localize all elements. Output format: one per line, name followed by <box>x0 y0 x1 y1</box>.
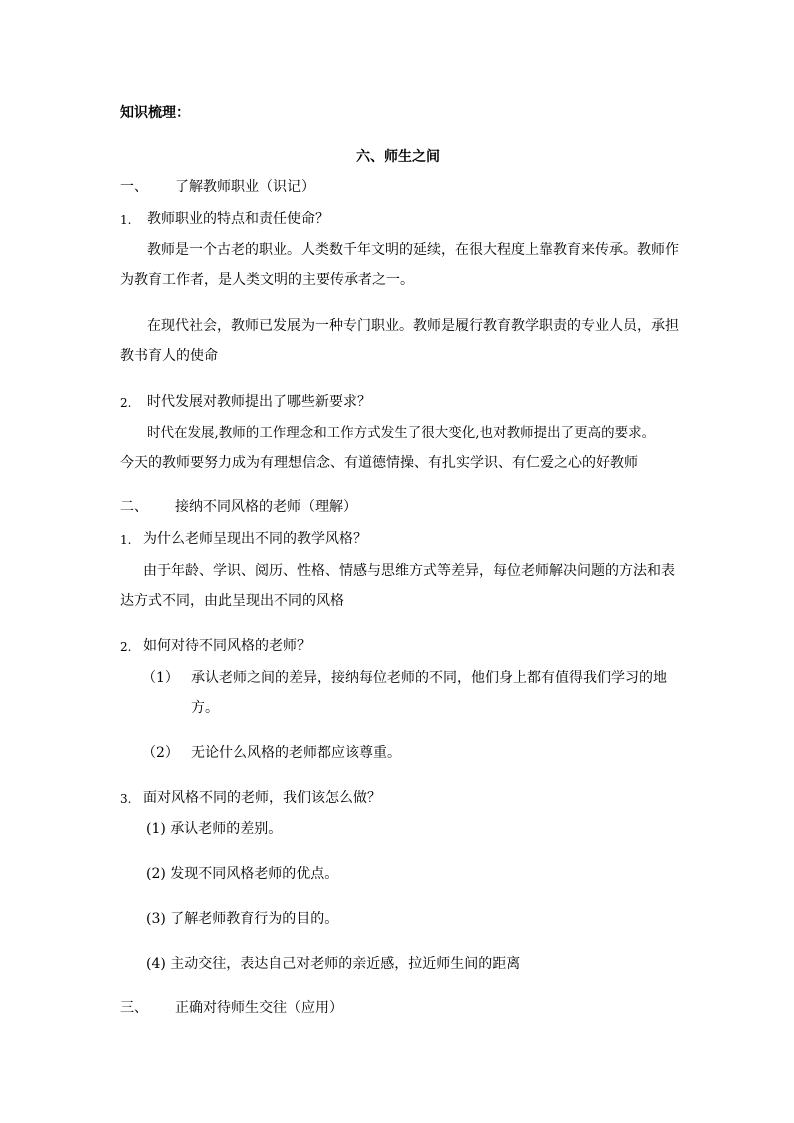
paragraph-line: 在现代社会，教师已发展为一种专门职业。教师是履行教育教学职责的专业人员，承担 <box>147 318 679 334</box>
page-title: 六、师生之间 <box>356 149 440 165</box>
section-1-title: 了解教师职业（识记） <box>175 179 315 195</box>
question-text: 时代发展对教师提出了哪些新要求？ <box>147 394 371 410</box>
list-item-text: 无论什么风格的老师都应该尊重。 <box>191 745 401 761</box>
question-text: 面对风格不同的老师，我们该怎么做？ <box>143 790 381 806</box>
list-item: (1) 承认老师的差别。 <box>146 821 283 837</box>
section-3-number: 三、 <box>120 1000 148 1016</box>
list-item-text: 方。 <box>191 700 219 716</box>
question-text: 如何对待不同风格的老师？ <box>143 638 311 654</box>
paragraph-line: 为教育工作者，是人类文明的主要传承者之一。 <box>120 272 414 288</box>
list-item: (4) 主动交往，表达自己对老师的亲近感，拉近师生间的距离 <box>146 956 521 972</box>
list-item-text: 承认老师之间的差异，接纳每位老师的不同，他们身上都有值得我们学习的地 <box>191 670 667 686</box>
list-item: (2) 发现不同风格老师的优点。 <box>146 866 339 882</box>
question-number: 1. <box>120 533 132 547</box>
paragraph-line: 教书育人的使命 <box>120 348 218 364</box>
section-2-title: 接纳不同风格的老师（理解） <box>175 499 357 515</box>
question-text: 教师职业的特点和责任使命？ <box>147 211 329 227</box>
paragraph-line: 由于年龄、学识、阅历、性格、情感与思维方式等差异，每位老师解决问题的方法和表 <box>143 563 675 579</box>
paragraph-line: 时代在发展,教师的工作理念和工作方式发生了很大变化,也对教师提出了更高的要求。 <box>147 425 656 441</box>
section-1-number: 一、 <box>120 179 148 195</box>
list-item-number: （2） <box>142 745 179 761</box>
paragraph-line: 达方式不同，由此呈现出不同的风格 <box>120 593 344 609</box>
question-number: 1. <box>120 213 132 227</box>
question-number: 2. <box>120 640 132 654</box>
question-text: 为什么老师呈现出不同的教学风格？ <box>143 531 367 547</box>
list-item-number: （1） <box>142 670 179 686</box>
question-number: 3. <box>120 792 132 806</box>
header-label: 知识梳理： <box>120 105 190 121</box>
question-number: 2. <box>120 396 132 410</box>
list-item: (3) 了解老师教育行为的目的。 <box>146 911 339 927</box>
paragraph-line: 今天的教师要努力成为有理想信念、有道德情操、有扎实学识、有仁爱之心的好教师 <box>120 455 638 471</box>
section-2-number: 二、 <box>120 499 148 515</box>
section-3-title: 正确对待师生交往（应用） <box>175 1000 343 1016</box>
paragraph-line: 教师是一个古老的职业。人类数千年文明的延续，在很大程度上靠教育来传承。教师作 <box>147 242 679 258</box>
